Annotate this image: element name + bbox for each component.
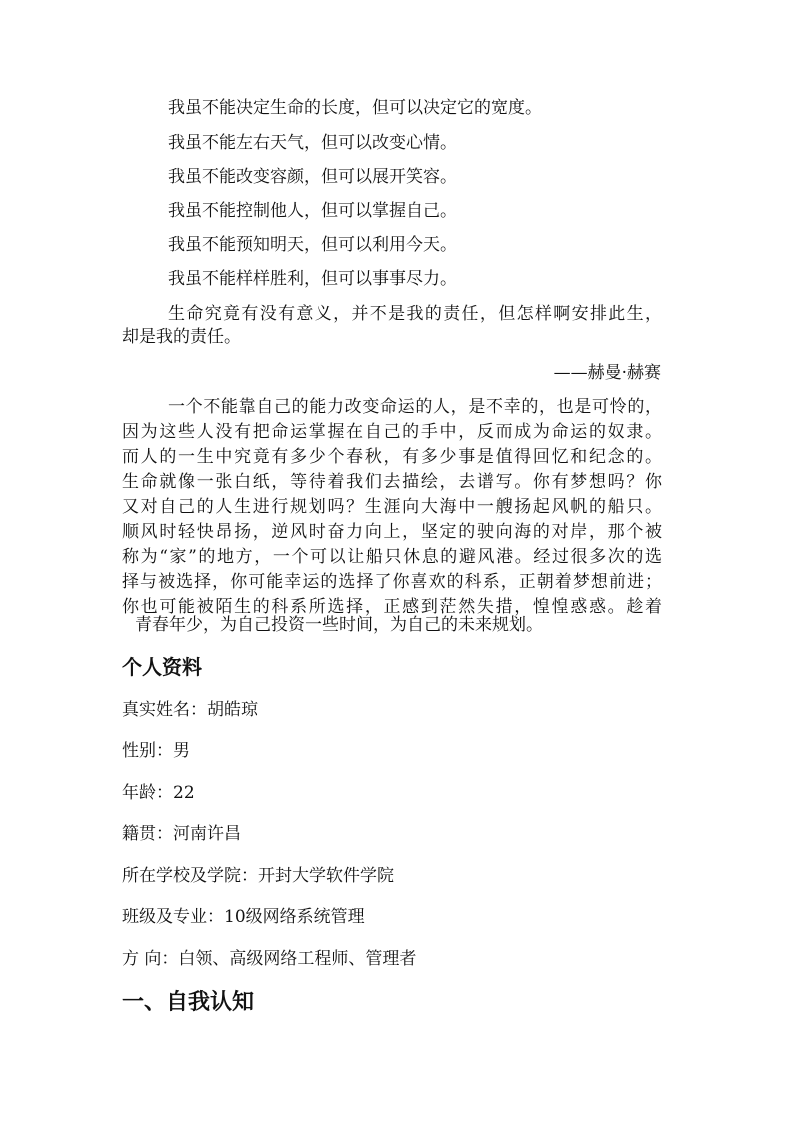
poem-line-1: 我虽不能决定生命的长度，但可以决定它的宽度。 (168, 98, 542, 118)
quote-attribution: ——赫曼·赫赛 (553, 363, 661, 383)
profile-heading: 个人资料 (122, 655, 202, 679)
profile-school: 所在学校及学院：开封大学软件学院 (122, 866, 394, 886)
quote-line-1: 生命究竟有没有意义，并不是我的责任，但怎样啊安排此生， (168, 304, 662, 324)
profile-gender: 性别：男 (122, 741, 190, 761)
poem-line-2: 我虽不能左右天气，但可以改变心情。 (168, 133, 457, 153)
profile-hometown: 籍贯：河南许昌 (122, 824, 241, 844)
poem-line-6: 我虽不能样样胜利，但可以事事尽力。 (168, 269, 457, 289)
essay-line-7: 称为“家”的地方，一个可以让船只休息的避风港。经过很多次的选 (122, 547, 662, 567)
essay-line-2: 因为这些人没有把命运掌握在自己的手中，反而成为命运的奴隶。 (122, 422, 662, 442)
essay-line-8: 择与被选择，你可能幸运的选择了你喜欢的科系，正朝着梦想前进； (122, 572, 662, 592)
essay-line-9: 你也可能被陌生的科系所选择，正感到茫然失措，惶惶惑惑。趁着 (122, 597, 662, 617)
essay-line-5: 又对自己的人生进行规划吗？生涯向大海中一艘扬起风帆的船只。 (122, 497, 662, 517)
section-heading-self-awareness: 一、自我认知 (122, 990, 255, 1015)
profile-age: 年龄：22 (122, 783, 195, 803)
profile-class-major: 班级及专业：10级网络系统管理 (122, 907, 365, 927)
profile-direction: 方 向：白领、高级网络工程师、管理者 (122, 949, 417, 969)
poem-line-4: 我虽不能控制他人，但可以掌握自己。 (168, 201, 457, 221)
poem-line-5: 我虽不能预知明天，但可以利用今天。 (168, 235, 457, 255)
essay-line-6: 顺风时轻快昂扬，逆风时奋力向上，坚定的驶向海的对岸，那个被 (122, 522, 662, 542)
essay-line-1: 一个不能靠自己的能力改变命运的人，是不幸的，也是可怜的， (168, 397, 662, 417)
profile-name: 真实姓名：胡皓琼 (122, 700, 258, 720)
poem-line-3: 我虽不能改变容颜，但可以展开笑容。 (168, 167, 457, 187)
essay-line-3: 而人的一生中究竟有多少个春秋，有多少事是值得回忆和纪念的。 (122, 447, 662, 467)
quote-line-2: 却是我的责任。 (122, 327, 241, 347)
essay-line-10: 青春年少，为自己投资一些时间，为自己的未来规划。 (135, 615, 543, 635)
essay-line-4: 生命就像一张白纸，等待着我们去描绘，去谱写。你有梦想吗？你 (122, 472, 662, 492)
